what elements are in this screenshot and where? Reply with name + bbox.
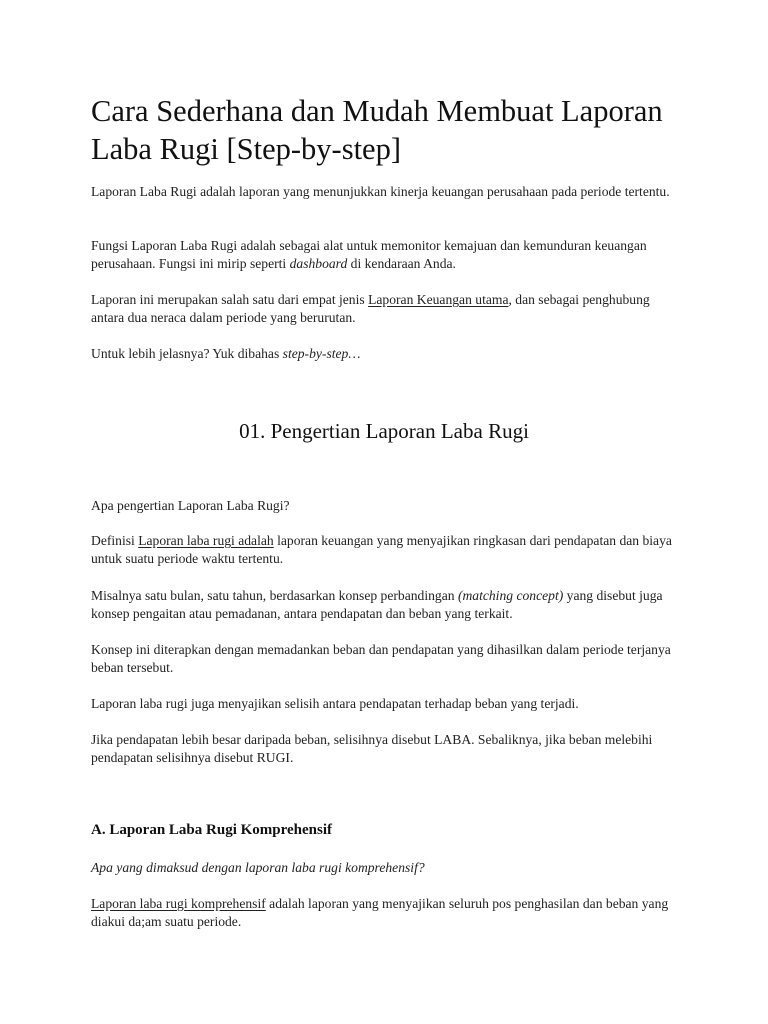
intro-p2-text: Fungsi Laporan Laba Rugi adalah sebagai alat untuk memonitor kemajuan dan kemunduran keuangan perusahaan. Fungsi ini mirip seperti — [91, 238, 647, 271]
subsection-a-heading: A. Laporan Laba Rugi Komprehensif — [91, 822, 333, 838]
intro-paragraph-2 — [91, 237, 686, 273]
article-title: Cara Sederhana dan Mudah Membuat Laporan Laba Rugi [Step-by-step] — [91, 94, 663, 166]
konsep-text: Konsep ini diterapkan dengan memadankan beban dan pendapatan yang dihasilkan dalam periode terjanya beban tersebut. — [91, 642, 671, 675]
selisih-text: Laporan laba rugi juga menyajikan selisih antara pendapatan terhadap beban yang terjadi. — [91, 696, 579, 711]
intro-p1-text: Laporan Laba Rugi adalah laporan yang menunjukkan kinerja keuangan perusahaan pada periode tertentu. — [91, 184, 670, 199]
section-1-laba-rugi — [91, 731, 686, 767]
komprehensif-link[interactable]: Laporan laba rugi komprehensif — [91, 896, 266, 911]
definition-text-end: laporan keuangan yang menyajikan ringkasan dari pendapatan dan biaya untuk suatu periode waktu tertentu. — [91, 533, 672, 566]
definition-text: Definisi — [91, 533, 139, 548]
section-1-selisih — [91, 695, 686, 713]
section-1-konsep — [91, 641, 686, 677]
intro-paragraph-3 — [91, 291, 686, 327]
subsection-a-question — [91, 859, 686, 877]
laba-rugi-text: Jika pendapatan lebih besar daripada beban, selisihnya disebut LABA. Sebaliknya, jika beban melebihi pendapatan selisihnya disebut RUGI. — [91, 732, 653, 765]
intro-p3-text-end: , dan sebagai penghubung antara dua neraca dalam periode yang berurutan. — [91, 292, 650, 325]
intro-p4-italic: step-by-step… — [282, 346, 361, 361]
subsection-a-question-text: Apa yang dimaksud dengan laporan laba rugi komprehensif? — [91, 860, 425, 875]
section-1-example — [91, 587, 686, 623]
intro-paragraph-1 — [91, 183, 686, 201]
intro-p2-italic: dashboard — [289, 256, 348, 271]
komprehensif-text: adalah laporan yang menyajikan seluruh pos penghasilan dan beban yang diakui da;am suatu periode. — [91, 896, 669, 929]
matching-concept-italic: (matching concept) — [457, 588, 564, 603]
section-1-question-text: Apa pengertian Laporan Laba Rugi? — [91, 498, 290, 513]
example-text: Misalnya satu bulan, satu tahun, berdasarkan konsep perbandingan — [91, 588, 458, 603]
intro-p4-text: Untuk lebih jelasnya? Yuk dibahas — [91, 346, 283, 361]
example-text-end: yang disebut juga konsep pengaitan atau pemadanan, antara pendapatan dan beban yang terkait. — [91, 588, 663, 621]
intro-p3-text: Laporan ini merupakan salah satu dari empat jenis — [91, 292, 369, 307]
definisi-link[interactable]: Laporan laba rugi adalah — [138, 533, 274, 548]
section-1-question — [91, 497, 686, 515]
laporan-keuangan-link[interactable]: Laporan Keuangan utama — [368, 292, 509, 307]
section-1-definition — [91, 532, 686, 568]
section-1-heading: 01. Pengertian Laporan Laba Rugi — [239, 419, 529, 443]
intro-paragraph-4 — [91, 345, 686, 363]
intro-p2-text-end: di kendaraan Anda. — [347, 256, 456, 271]
subsection-a-definition — [91, 895, 686, 931]
